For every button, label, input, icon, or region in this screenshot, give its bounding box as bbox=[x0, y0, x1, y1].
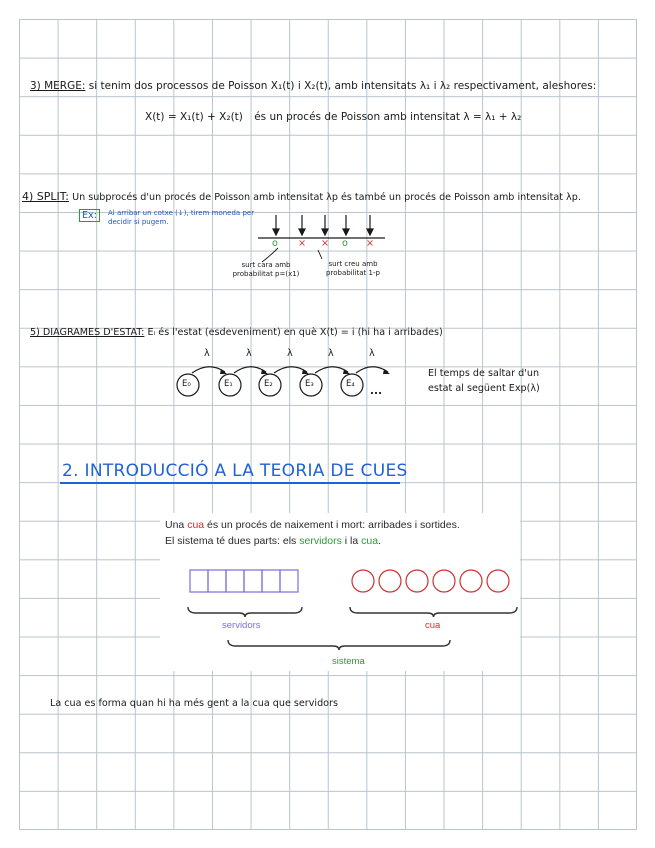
section-title: 2. INTRODUCCIÓ A LA TEORIA DE CUES bbox=[62, 461, 408, 481]
rate-label: λ bbox=[328, 348, 334, 359]
section-title-underline bbox=[60, 482, 400, 484]
merge-formula: X(t) = X₁(t) + X₂(t) bbox=[145, 111, 243, 123]
term-cua: cua bbox=[361, 535, 379, 547]
system-brace bbox=[228, 640, 450, 650]
queue-slot bbox=[406, 570, 428, 592]
term-cua: cua bbox=[187, 519, 205, 531]
states-text: Eᵢ és l'estat (esdeveniment) en què X(t) = i (hi ha i arribades) bbox=[147, 327, 443, 338]
ellipsis: ... bbox=[370, 385, 382, 397]
exp-note-1: El temps de saltar d'un bbox=[428, 368, 540, 379]
server-slot bbox=[190, 570, 208, 592]
state-label: E₂ bbox=[264, 379, 273, 389]
rate-label: λ bbox=[246, 348, 252, 359]
merge-text: si tenim dos processos de Poisson X₁(t) i X₂(t), amb intensitats λ₁ i λ₂ respectivament, aleshores: bbox=[88, 80, 597, 92]
state-label: E₃ bbox=[305, 379, 314, 389]
note-tails: surt creu amb probabilitat 1-p bbox=[326, 260, 380, 277]
state-label: E₁ bbox=[224, 379, 233, 389]
split-text: Un subprocés d'un procés de Poisson amb intensitat λp és també un procés de Poisson amb intensitat λp. bbox=[72, 192, 581, 203]
label-sistema: sistema bbox=[332, 656, 365, 667]
system-parts: El sistema té dues parts: els servidors i la cua. bbox=[165, 535, 381, 547]
term-servidors: servidors bbox=[299, 535, 342, 547]
note-heads: surt cara amb probabilitat p=(x1) bbox=[232, 261, 300, 278]
merge-label: 3) MERGE: bbox=[30, 80, 86, 92]
exp-note-2: estat al següent Exp(λ) bbox=[428, 383, 540, 394]
mark-tails: × bbox=[298, 238, 307, 249]
rate-label: λ bbox=[287, 348, 293, 359]
example-text: Al arribar un cotxe (↓), tirem moneda per decidir si pugem. bbox=[108, 209, 255, 226]
server-slot bbox=[226, 570, 244, 592]
mark-heads: o bbox=[272, 238, 278, 249]
transition-arrow bbox=[274, 367, 307, 373]
state-label: E₄ bbox=[346, 379, 355, 389]
transition-arrow bbox=[234, 367, 266, 373]
state-label: E₀ bbox=[182, 379, 191, 389]
queue-definition: Una cua és un procés de naixement i mort: arribades i sortides. bbox=[165, 519, 460, 531]
transition-arrow bbox=[356, 367, 388, 373]
merge-conclusion: és un procés de Poisson amb intensitat λ = λ₁ + λ₂ bbox=[254, 111, 522, 123]
queue-diagram bbox=[160, 513, 520, 671]
example-label: Ex: bbox=[79, 209, 100, 222]
queue-slot bbox=[379, 570, 401, 592]
queue-brace bbox=[350, 607, 517, 617]
states-label: 5) DIAGRAMES D'ESTAT: bbox=[30, 327, 145, 338]
transition-arrow bbox=[192, 367, 225, 373]
transition-arrow bbox=[315, 367, 348, 373]
queue-slot bbox=[487, 570, 509, 592]
footer-note: La cua es forma quan hi ha més gent a la cua que servidors bbox=[50, 698, 338, 709]
queue-panel bbox=[160, 513, 520, 671]
label-servidors: servidors bbox=[222, 620, 261, 631]
queue-slot bbox=[460, 570, 482, 592]
server-slot bbox=[244, 570, 262, 592]
queue-slot bbox=[433, 570, 455, 592]
mark-tails: × bbox=[366, 238, 375, 249]
mark-tails: × bbox=[321, 238, 330, 249]
server-slot bbox=[208, 570, 226, 592]
rate-label: λ bbox=[204, 348, 210, 359]
queue-slot bbox=[352, 570, 374, 592]
label-cua: cua bbox=[425, 620, 441, 631]
server-slot bbox=[280, 570, 298, 592]
server-slot bbox=[262, 570, 280, 592]
split-label: 4) SPLIT: bbox=[22, 190, 69, 203]
servers-brace bbox=[188, 607, 302, 617]
rate-label: λ bbox=[369, 348, 375, 359]
mark-heads: o bbox=[342, 238, 348, 249]
